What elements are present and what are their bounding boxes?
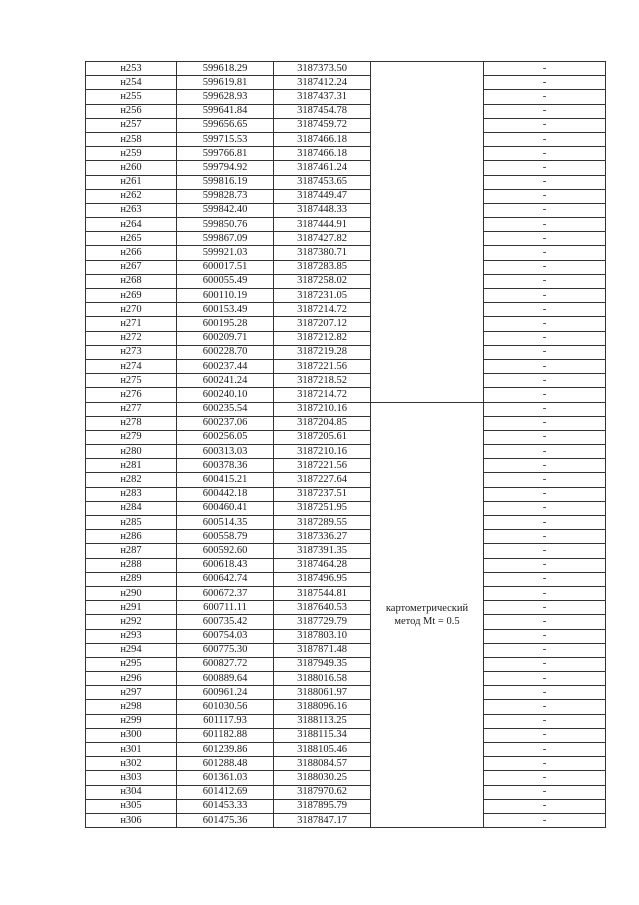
x-coordinate-cell: 600618.43 (177, 558, 274, 572)
accuracy-cell: - (484, 147, 606, 161)
point-name-cell: н300 (86, 728, 177, 742)
x-coordinate-cell: 601412.69 (177, 785, 274, 799)
table-row (86, 459, 606, 473)
table-row (86, 473, 606, 487)
x-coordinate-cell: 600672.37 (177, 586, 274, 600)
accuracy-cell: - (484, 615, 606, 629)
x-coordinate-cell: 601239.86 (177, 743, 274, 757)
table-row (86, 430, 606, 444)
accuracy-cell: - (484, 289, 606, 303)
table-row (86, 175, 606, 189)
table-row (86, 359, 606, 373)
table-row (86, 232, 606, 246)
point-name-cell: н295 (86, 657, 177, 671)
x-coordinate-cell: 601117.93 (177, 714, 274, 728)
accuracy-cell: - (484, 359, 606, 373)
table-row (86, 274, 606, 288)
y-coordinate-cell: 3187205.61 (274, 430, 371, 444)
table-row (86, 388, 606, 402)
x-coordinate-cell: 601475.36 (177, 813, 274, 827)
accuracy-cell: - (484, 544, 606, 558)
x-coordinate-cell: 599766.81 (177, 147, 274, 161)
y-coordinate-cell: 3187871.48 (274, 643, 371, 657)
x-coordinate-cell: 600055.49 (177, 274, 274, 288)
y-coordinate-cell: 3187227.64 (274, 473, 371, 487)
accuracy-cell: - (484, 232, 606, 246)
x-coordinate-cell: 600442.18 (177, 487, 274, 501)
table-row (86, 147, 606, 161)
point-name-cell: н254 (86, 76, 177, 90)
y-coordinate-cell: 3188016.58 (274, 672, 371, 686)
x-coordinate-cell: 600256.05 (177, 430, 274, 444)
point-name-cell: н260 (86, 161, 177, 175)
table-row (86, 132, 606, 146)
x-coordinate-cell: 600017.51 (177, 260, 274, 274)
x-coordinate-cell: 599628.93 (177, 90, 274, 104)
y-coordinate-cell: 3187412.24 (274, 76, 371, 90)
table-row (86, 586, 606, 600)
accuracy-cell: - (484, 686, 606, 700)
x-coordinate-cell: 600153.49 (177, 303, 274, 317)
point-name-cell: н268 (86, 274, 177, 288)
y-coordinate-cell: 3187251.95 (274, 501, 371, 515)
point-name-cell: н274 (86, 359, 177, 373)
y-coordinate-cell: 3187427.82 (274, 232, 371, 246)
y-coordinate-cell: 3187204.85 (274, 416, 371, 430)
point-name-cell: н283 (86, 487, 177, 501)
accuracy-cell: - (484, 629, 606, 643)
point-name-cell: н298 (86, 700, 177, 714)
accuracy-cell: - (484, 530, 606, 544)
point-name-cell: н263 (86, 203, 177, 217)
y-coordinate-cell: 3187448.33 (274, 203, 371, 217)
accuracy-cell: - (484, 572, 606, 586)
y-coordinate-cell: 3187218.52 (274, 374, 371, 388)
accuracy-cell: - (484, 445, 606, 459)
point-name-cell: н256 (86, 104, 177, 118)
y-coordinate-cell: 3187640.53 (274, 601, 371, 615)
accuracy-cell: - (484, 813, 606, 827)
table-row (86, 572, 606, 586)
point-name-cell: н287 (86, 544, 177, 558)
point-name-cell: н291 (86, 601, 177, 615)
point-name-cell: н276 (86, 388, 177, 402)
point-name-cell: н273 (86, 345, 177, 359)
table-row (86, 487, 606, 501)
y-coordinate-cell: 3187803.10 (274, 629, 371, 643)
x-coordinate-cell: 599641.84 (177, 104, 274, 118)
table-row (86, 246, 606, 260)
table-row (86, 416, 606, 430)
table-row (86, 558, 606, 572)
point-name-cell: н257 (86, 118, 177, 132)
x-coordinate-cell: 599619.81 (177, 76, 274, 90)
table-row (86, 544, 606, 558)
y-coordinate-cell: 3187464.28 (274, 558, 371, 572)
point-name-cell: н304 (86, 785, 177, 799)
point-name-cell: н278 (86, 416, 177, 430)
y-coordinate-cell: 3188061.97 (274, 686, 371, 700)
y-coordinate-cell: 3187461.24 (274, 161, 371, 175)
accuracy-cell: - (484, 714, 606, 728)
accuracy-cell: - (484, 757, 606, 771)
accuracy-cell: - (484, 132, 606, 146)
point-name-cell: н269 (86, 289, 177, 303)
point-name-cell: н262 (86, 189, 177, 203)
y-coordinate-cell: 3187212.82 (274, 331, 371, 345)
x-coordinate-cell: 599921.03 (177, 246, 274, 260)
table-row (86, 62, 606, 76)
accuracy-cell: - (484, 430, 606, 444)
x-coordinate-cell: 600237.06 (177, 416, 274, 430)
point-name-cell: н306 (86, 813, 177, 827)
x-coordinate-cell: 600240.10 (177, 388, 274, 402)
table-row (86, 445, 606, 459)
accuracy-cell: - (484, 104, 606, 118)
coordinates-table-body (86, 62, 606, 828)
y-coordinate-cell: 3188084.57 (274, 757, 371, 771)
accuracy-cell: - (484, 586, 606, 600)
y-coordinate-cell: 3187459.72 (274, 118, 371, 132)
accuracy-cell: - (484, 331, 606, 345)
accuracy-cell: - (484, 700, 606, 714)
x-coordinate-cell: 600235.54 (177, 402, 274, 416)
x-coordinate-cell: 599850.76 (177, 218, 274, 232)
table-row (86, 686, 606, 700)
y-coordinate-cell: 3187283.85 (274, 260, 371, 274)
table-row (86, 615, 606, 629)
table-row (86, 530, 606, 544)
y-coordinate-cell: 3187237.51 (274, 487, 371, 501)
point-name-cell: н259 (86, 147, 177, 161)
table-row (86, 90, 606, 104)
y-coordinate-cell: 3187221.56 (274, 459, 371, 473)
y-coordinate-cell: 3187729.79 (274, 615, 371, 629)
accuracy-cell: - (484, 402, 606, 416)
accuracy-cell: - (484, 260, 606, 274)
x-coordinate-cell: 600195.28 (177, 317, 274, 331)
accuracy-cell: - (484, 743, 606, 757)
y-coordinate-cell: 3187496.95 (274, 572, 371, 586)
point-name-cell: н282 (86, 473, 177, 487)
x-coordinate-cell: 599828.73 (177, 189, 274, 203)
point-name-cell: н264 (86, 218, 177, 232)
x-coordinate-cell: 601361.03 (177, 771, 274, 785)
point-name-cell: н284 (86, 501, 177, 515)
y-coordinate-cell: 3187466.18 (274, 147, 371, 161)
table-row (86, 104, 606, 118)
y-coordinate-cell: 3188115.34 (274, 728, 371, 742)
point-name-cell: н302 (86, 757, 177, 771)
table-row (86, 260, 606, 274)
accuracy-cell: - (484, 558, 606, 572)
table-row (86, 317, 606, 331)
point-name-cell: н301 (86, 743, 177, 757)
y-coordinate-cell: 3187449.47 (274, 189, 371, 203)
point-name-cell: н279 (86, 430, 177, 444)
point-name-cell: н271 (86, 317, 177, 331)
point-name-cell: н272 (86, 331, 177, 345)
y-coordinate-cell: 3187454.78 (274, 104, 371, 118)
table-row (86, 374, 606, 388)
y-coordinate-cell: 3187231.05 (274, 289, 371, 303)
x-coordinate-cell: 600889.64 (177, 672, 274, 686)
y-coordinate-cell: 3187444.91 (274, 218, 371, 232)
y-coordinate-cell: 3187258.02 (274, 274, 371, 288)
x-coordinate-cell: 600592.60 (177, 544, 274, 558)
point-name-cell: н280 (86, 445, 177, 459)
table-row (86, 218, 606, 232)
point-name-cell: н258 (86, 132, 177, 146)
coordinates-table (85, 61, 606, 828)
x-coordinate-cell: 600642.74 (177, 572, 274, 586)
y-coordinate-cell: 3187437.31 (274, 90, 371, 104)
y-coordinate-cell: 3187380.71 (274, 246, 371, 260)
point-name-cell: н286 (86, 530, 177, 544)
x-coordinate-cell: 600775.30 (177, 643, 274, 657)
table-row (86, 629, 606, 643)
x-coordinate-cell: 600415.21 (177, 473, 274, 487)
table-row (86, 76, 606, 90)
x-coordinate-cell: 600313.03 (177, 445, 274, 459)
accuracy-cell: - (484, 657, 606, 671)
accuracy-cell: - (484, 388, 606, 402)
table-row (86, 714, 606, 728)
point-name-cell: н299 (86, 714, 177, 728)
x-coordinate-cell: 600754.03 (177, 629, 274, 643)
y-coordinate-cell: 3187289.55 (274, 516, 371, 530)
accuracy-cell: - (484, 771, 606, 785)
table-row (86, 728, 606, 742)
y-coordinate-cell: 3187207.12 (274, 317, 371, 331)
y-coordinate-cell: 3188105.46 (274, 743, 371, 757)
accuracy-cell: - (484, 728, 606, 742)
accuracy-cell: - (484, 76, 606, 90)
point-name-cell: н253 (86, 62, 177, 76)
accuracy-cell: - (484, 203, 606, 217)
accuracy-cell: - (484, 62, 606, 76)
x-coordinate-cell: 601030.56 (177, 700, 274, 714)
point-name-cell: н288 (86, 558, 177, 572)
point-name-cell: н265 (86, 232, 177, 246)
point-name-cell: н285 (86, 516, 177, 530)
x-coordinate-cell: 599842.40 (177, 203, 274, 217)
y-coordinate-cell: 3187895.79 (274, 799, 371, 813)
y-coordinate-cell: 3187373.50 (274, 62, 371, 76)
x-coordinate-cell: 600228.70 (177, 345, 274, 359)
accuracy-cell: - (484, 672, 606, 686)
x-coordinate-cell: 600209.71 (177, 331, 274, 345)
y-coordinate-cell: 3188096.16 (274, 700, 371, 714)
table-row (86, 303, 606, 317)
accuracy-cell: - (484, 487, 606, 501)
table-row (86, 785, 606, 799)
x-coordinate-cell: 600110.19 (177, 289, 274, 303)
accuracy-cell: - (484, 473, 606, 487)
accuracy-cell: - (484, 374, 606, 388)
accuracy-cell: - (484, 643, 606, 657)
point-name-cell: н275 (86, 374, 177, 388)
x-coordinate-cell: 599715.53 (177, 132, 274, 146)
x-coordinate-cell: 600460.41 (177, 501, 274, 515)
accuracy-cell: - (484, 501, 606, 515)
table-row (86, 345, 606, 359)
accuracy-cell: - (484, 303, 606, 317)
point-name-cell: н277 (86, 402, 177, 416)
y-coordinate-cell: 3187221.56 (274, 359, 371, 373)
y-coordinate-cell: 3187219.28 (274, 345, 371, 359)
point-name-cell: н255 (86, 90, 177, 104)
accuracy-cell: - (484, 218, 606, 232)
accuracy-cell: - (484, 175, 606, 189)
x-coordinate-cell: 599816.19 (177, 175, 274, 189)
table-row (86, 813, 606, 827)
table-row (86, 672, 606, 686)
y-coordinate-cell: 3187336.27 (274, 530, 371, 544)
accuracy-cell: - (484, 785, 606, 799)
x-coordinate-cell: 599794.92 (177, 161, 274, 175)
accuracy-cell: - (484, 246, 606, 260)
point-name-cell: н305 (86, 799, 177, 813)
method-cell (371, 402, 484, 828)
x-coordinate-cell: 600558.79 (177, 530, 274, 544)
x-coordinate-cell: 601288.48 (177, 757, 274, 771)
x-coordinate-cell: 600378.36 (177, 459, 274, 473)
x-coordinate-cell: 599618.29 (177, 62, 274, 76)
table-row (86, 757, 606, 771)
table-row (86, 743, 606, 757)
accuracy-cell: - (484, 90, 606, 104)
table-row (86, 402, 606, 416)
y-coordinate-cell: 3187544.81 (274, 586, 371, 600)
table-row (86, 601, 606, 615)
table-row (86, 643, 606, 657)
method-text-line: метод Mt = 0.5 (394, 615, 460, 627)
table-row (86, 657, 606, 671)
y-coordinate-cell: 3188113.25 (274, 714, 371, 728)
x-coordinate-cell: 600961.24 (177, 686, 274, 700)
point-name-cell: н267 (86, 260, 177, 274)
point-name-cell: н296 (86, 672, 177, 686)
y-coordinate-cell: 3188030.25 (274, 771, 371, 785)
y-coordinate-cell: 3187453.65 (274, 175, 371, 189)
point-name-cell: н294 (86, 643, 177, 657)
table-row (86, 501, 606, 515)
x-coordinate-cell: 599656.65 (177, 118, 274, 132)
table-row (86, 799, 606, 813)
y-coordinate-cell: 3187214.72 (274, 388, 371, 402)
y-coordinate-cell: 3187847.17 (274, 813, 371, 827)
point-name-cell: н289 (86, 572, 177, 586)
x-coordinate-cell: 600241.24 (177, 374, 274, 388)
table-row (86, 331, 606, 345)
method-text-line: картометрический (385, 602, 469, 614)
x-coordinate-cell: 600711.11 (177, 601, 274, 615)
accuracy-cell: - (484, 416, 606, 430)
x-coordinate-cell: 600514.35 (177, 516, 274, 530)
accuracy-cell: - (484, 161, 606, 175)
table-row (86, 118, 606, 132)
y-coordinate-cell: 3187210.16 (274, 402, 371, 416)
method-cell (371, 62, 484, 403)
table-row (86, 203, 606, 217)
y-coordinate-cell: 3187970.62 (274, 785, 371, 799)
accuracy-cell: - (484, 799, 606, 813)
accuracy-cell: - (484, 118, 606, 132)
table-row (86, 161, 606, 175)
x-coordinate-cell: 600827.72 (177, 657, 274, 671)
point-name-cell: н290 (86, 586, 177, 600)
accuracy-cell: - (484, 601, 606, 615)
table-row (86, 700, 606, 714)
accuracy-cell: - (484, 317, 606, 331)
point-name-cell: н270 (86, 303, 177, 317)
x-coordinate-cell: 599867.09 (177, 232, 274, 246)
table-row (86, 289, 606, 303)
x-coordinate-cell: 600237.44 (177, 359, 274, 373)
table-row (86, 189, 606, 203)
point-name-cell: н281 (86, 459, 177, 473)
point-name-cell: н293 (86, 629, 177, 643)
accuracy-cell: - (484, 516, 606, 530)
point-name-cell: н297 (86, 686, 177, 700)
point-name-cell: н303 (86, 771, 177, 785)
y-coordinate-cell: 3187210.16 (274, 445, 371, 459)
accuracy-cell: - (484, 274, 606, 288)
x-coordinate-cell: 601453.33 (177, 799, 274, 813)
accuracy-cell: - (484, 189, 606, 203)
point-name-cell: н261 (86, 175, 177, 189)
y-coordinate-cell: 3187466.18 (274, 132, 371, 146)
accuracy-cell: - (484, 345, 606, 359)
point-name-cell: н292 (86, 615, 177, 629)
x-coordinate-cell: 600735.42 (177, 615, 274, 629)
y-coordinate-cell: 3187391.35 (274, 544, 371, 558)
x-coordinate-cell: 601182.88 (177, 728, 274, 742)
table-row (86, 771, 606, 785)
table-row (86, 516, 606, 530)
y-coordinate-cell: 3187214.72 (274, 303, 371, 317)
y-coordinate-cell: 3187949.35 (274, 657, 371, 671)
accuracy-cell: - (484, 459, 606, 473)
point-name-cell: н266 (86, 246, 177, 260)
